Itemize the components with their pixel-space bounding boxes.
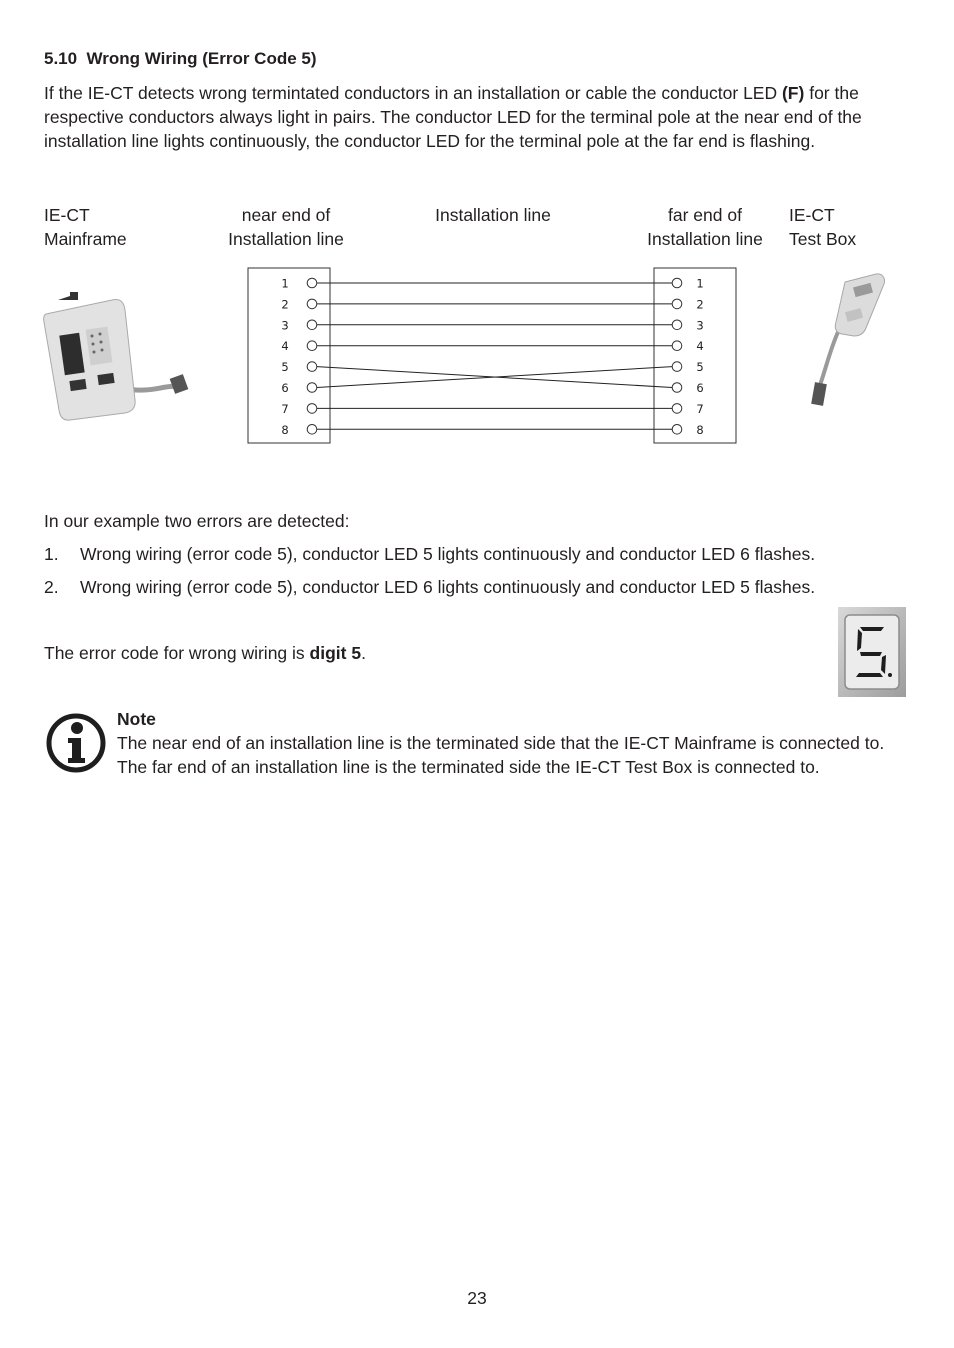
label-mainframe: IE-CT Mainframe xyxy=(44,205,127,249)
info-icon xyxy=(46,713,106,773)
far-pin-terminal xyxy=(672,278,682,288)
far-pin-terminal xyxy=(672,425,682,435)
page-number: 23 xyxy=(467,1288,487,1308)
note-text: The near end of an installation line is the terminated side that the IE-CT Mainframe is connected to. The far end of an installation line is the terminated side the IE-CT Test Box is connected to. xyxy=(117,733,885,777)
note-block xyxy=(117,707,907,779)
note-title: Note xyxy=(117,709,156,729)
far-pin-terminal xyxy=(672,383,682,393)
error-item-number: 2. xyxy=(44,577,59,597)
far-pin-terminal xyxy=(672,341,682,351)
intro-text-2: for the respective conductors always light in pairs. The conductor LED for the terminal pole at the near end of the installation line lights continuously, the conductor LED for the terminal pole at the far end is flashing. xyxy=(44,83,862,151)
far-pin-terminal xyxy=(672,320,682,330)
label-installation-line: Installation line xyxy=(435,205,551,225)
far-pin-label: 2 xyxy=(696,297,704,312)
near-pin-terminal xyxy=(307,425,317,435)
near-pin-terminal xyxy=(307,362,317,372)
near-pin-terminal xyxy=(307,320,317,330)
far-pin-terminal xyxy=(672,362,682,372)
section-number: 5.10 xyxy=(44,49,78,68)
far-terminal-box xyxy=(654,268,736,443)
error-code-sentence: The error code for wrong wiring is digit 5. xyxy=(44,643,366,663)
error-item-text: Wrong wiring (error code 5), conductor LED 5 lights continuously and conductor LED 6 flashes. xyxy=(80,544,816,564)
label-near-end: near end of Installation line xyxy=(228,205,344,249)
seven-segment-display-image xyxy=(838,607,906,697)
far-pin-label: 5 xyxy=(696,360,704,375)
error-item-text: Wrong wiring (error code 5), conductor LED 6 lights continuously and conductor LED 5 flashes. xyxy=(80,577,816,597)
test-box-device-image xyxy=(811,274,884,406)
near-pin-label: 4 xyxy=(281,339,289,354)
near-pin-label: 1 xyxy=(281,276,289,291)
far-pin-label: 7 xyxy=(696,401,704,416)
wire-connections xyxy=(317,283,672,429)
near-pin-terminal xyxy=(307,299,317,309)
error-code-digit: digit 5 xyxy=(309,643,362,663)
near-pin-terminal xyxy=(307,404,317,414)
near-pin-label: 5 xyxy=(281,360,289,375)
near-terminal-box xyxy=(248,268,330,443)
error-item-number: 1. xyxy=(44,544,59,564)
near-pin-label: 6 xyxy=(281,381,289,395)
far-pin-label: 3 xyxy=(696,318,704,333)
near-pin-terminal xyxy=(307,341,317,351)
errors-intro: In our example two errors are detected: xyxy=(44,511,350,531)
far-pin-label: 6 xyxy=(696,381,704,395)
near-pin-label: 7 xyxy=(281,401,289,416)
section-title: Wrong Wiring (Error Code 5) xyxy=(86,49,317,68)
label-test-box: IE-CT Test Box xyxy=(789,205,857,249)
label-far-end: far end of Installation line xyxy=(647,205,763,249)
near-pin-label: 3 xyxy=(281,318,289,333)
pin-terminals xyxy=(281,277,703,437)
near-pin-label: 2 xyxy=(281,297,289,312)
far-pin-label: 8 xyxy=(696,422,704,437)
far-pin-terminal xyxy=(672,299,682,309)
near-pin-label: 8 xyxy=(281,422,289,437)
intro-text-1: If the IE-CT detects wrong termintated conductors in an installation or cable the conductor LED xyxy=(44,83,782,103)
mainframe-device-image xyxy=(44,292,189,420)
far-pin-label: 1 xyxy=(696,276,704,291)
intro-bold-ref: (F) xyxy=(781,83,805,103)
wiring-diagram xyxy=(0,0,954,460)
near-pin-terminal xyxy=(307,278,317,288)
far-pin-label: 4 xyxy=(696,339,704,354)
near-pin-terminal xyxy=(307,383,317,393)
far-pin-terminal xyxy=(672,404,682,414)
